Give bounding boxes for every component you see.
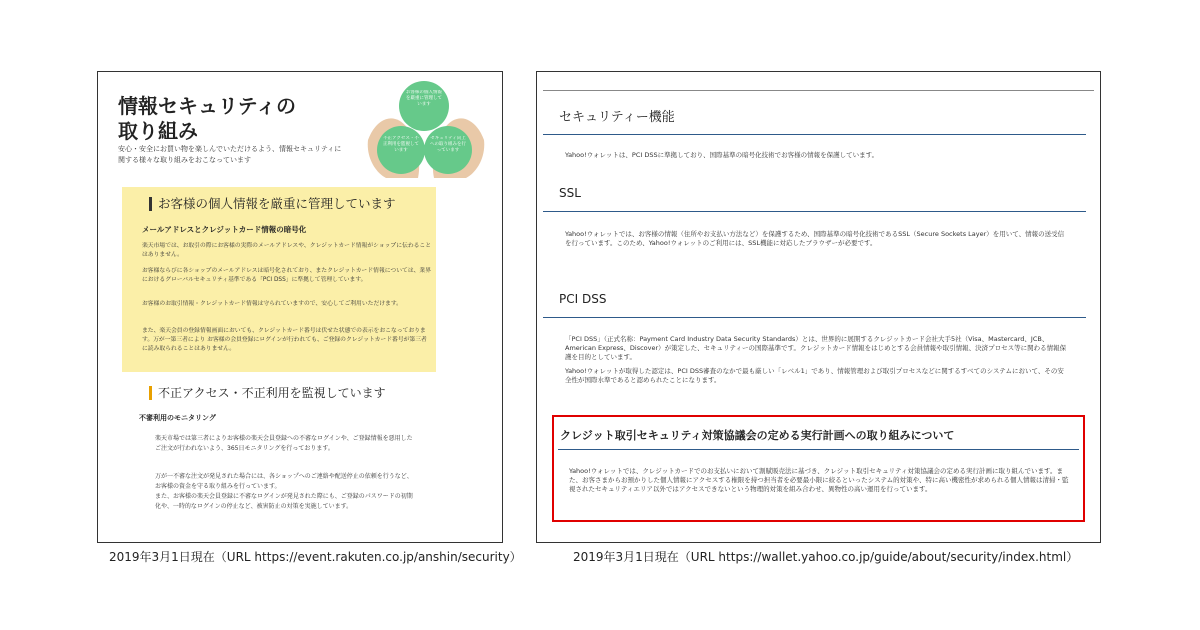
- bubble-top-label: お客様の個人情報を厳重に管理しています: [406, 90, 442, 107]
- highlighted-section: [552, 415, 1085, 522]
- title-line-1: 情報セキュリティの: [118, 94, 296, 118]
- page-title: セキュリティー機能: [559, 110, 675, 125]
- right-caption: 2019年3月1日現在（URL https://wallet.yahoo.co.jp/guide/about/security/index.html）: [573, 550, 1079, 564]
- pcidss-paragraph-2: Yahoo!ウォレットが取得した認定は、PCI DSS審査のなかで最も厳しい「レベル1」であり、情報管理および取引プロセスなどに関するすべてのシステムにおいて、その安全性が国際水準であると認められたことになります。: [565, 367, 1064, 384]
- page-title: [118, 94, 318, 144]
- top-divider: [543, 90, 1094, 91]
- hands-bubbles-illustration: [366, 78, 486, 182]
- section1-paragraph-2: お客様ならびに各ショップのメールアドレスは暗号化されており、またクレジットカード情報については、業界におけるグローバルセキュリティ基準である「PCI DSS」に準拠して管理しています。: [142, 268, 432, 283]
- personal-info-section: [122, 187, 436, 372]
- ssl-heading: SSL: [559, 186, 581, 200]
- page-subtitle: 安心・安全にお買い物を楽しんでいただけるよう、情報セキュリティに関する様々な取り組みをおこなっています: [118, 145, 342, 164]
- highlight-divider: [558, 449, 1079, 450]
- title-line-2: 取り組み: [118, 119, 198, 143]
- bubble-left-label: 不正アクセス・不正利用を監視しています: [383, 136, 419, 153]
- section2-paragraph-2: 万が一不審な注文が発見された場合には、各ショップへのご連絡や配送停止の依頼を行うなど、お客様の資金を守る取り組みを行っています。: [155, 473, 413, 490]
- pcidss-divider: [543, 317, 1086, 318]
- section1-subheading: メールアドレスとクレジットカード情報の暗号化: [142, 225, 307, 234]
- rakuten-security-screenshot: [97, 71, 503, 543]
- ssl-paragraph: Yahoo!ウォレットでは、お客様の情報（住所やお支払い方法など）を保護するため、国際基準の暗号化技術であるSSL（Secure Sockets Layer）を用いて、情報の送受信を行っています。このため、Yahoo!ウォレットのご利用には、SSL機能に対応したブラウザーが必要です。: [565, 230, 1065, 247]
- section1-paragraph-3: お客様のお取引情報・クレジットカード情報は守られていますので、安心してご利用いただけます。: [142, 301, 402, 307]
- yahoo-wallet-security-screenshot: [536, 71, 1101, 543]
- left-caption: 2019年3月1日現在（URL https://event.rakuten.co.jp/anshin/security）: [109, 550, 522, 564]
- pcidss-paragraph-1: 「PCI DSS」（正式名称：Payment Card Industry Data Security Standards）とは、世界的に展開するクレジットカード会社大手5社（Visa、Mastercard、JCB、American Express、Discover）が策定した、セキュリティーの国際基準です。クレジットカード情報をはじめとする会員情報や取引情報、決済プロセス等に関わる情報保護を目的としています。: [565, 335, 1067, 361]
- section2-heading: 不正アクセス・不正利用を監視しています: [149, 386, 386, 400]
- intro-paragraph: Yahoo!ウォレットは、PCI DSSに準拠しており、国際基準の暗号化技術でお客様の情報を保護しています。: [565, 151, 879, 159]
- section1-paragraph-1: 楽天市場では、お取引の際にお客様の実際のメールアドレスや、クレジットカード情報がショップに伝わることはありません。: [142, 243, 432, 258]
- highlight-heading: クレジット取引セキュリティ対策協議会の定める実行計画への取り組みについて: [560, 429, 955, 442]
- section2-paragraph-3: また、お客様の楽天会員登録に不審なログインが発見された際にも、ご登録のパスワードの初期化や、一時的なログインの停止など、被害防止の対策を実施しています。: [155, 493, 413, 510]
- section1-heading: お客様の個人情報を厳重に管理しています: [149, 197, 396, 211]
- bubble-right-label: セキュリティ向上への取り組みを行っています: [430, 136, 466, 153]
- section2-subheading: 不審利用のモニタリング: [139, 414, 216, 422]
- pcidss-heading: PCI DSS: [559, 292, 607, 306]
- title-divider: [543, 134, 1086, 135]
- section2-paragraph-1: 楽天市場では第三者によりお客様の楽天会員登録への不審なログインや、ご登録情報を悪用したご注文が行われないよう、365日モニタリングを行っております。: [155, 435, 413, 452]
- highlight-paragraph: Yahoo!ウォレットでは、クレジットカードでのお支払いにおいて割賦販売法に基づき、クレジット取引セキュリティ対策協議会の定める実行計画に取り組んでいます。また、お客さまからお預かりした個人情報にアクセスする権限を持つ担当者を必要最小限に絞るといったシステム的対策や、特に高い機密性が求められる個人情報は清掃・監視されたセキュリティエリア以外ではアクセスできないという物理的対策を組み合わせ、異物性の高い運用を行っています。: [569, 467, 1069, 493]
- section1-paragraph-4: また、楽天会員の登録情報画面においても、クレジットカード番号は伏せた状態での表示をおこなっております。万が一第三者により お客様の会員登録にログインが行われても、ご登録のクレジットカード番号が第三者に読み取られることはありません。: [142, 328, 427, 352]
- ssl-divider: [543, 211, 1086, 212]
